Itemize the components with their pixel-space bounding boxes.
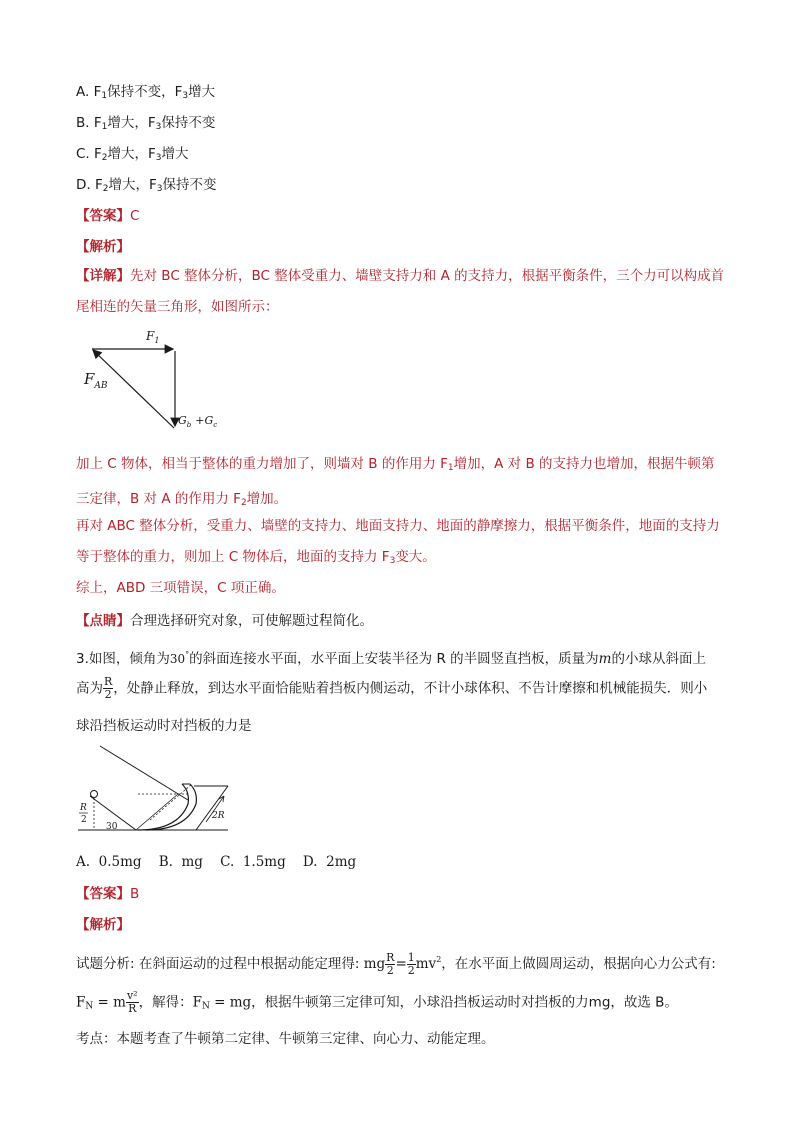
comment-tag: 【点睛】 [76,613,130,629]
label-2: 2 [81,815,87,825]
detail-tag: 【详解】 [76,268,130,284]
detail-paragraph: 【详解】先对 BC 整体分析，BC 整体受重力、墙壁支持力和 A 的支持力，根据平衡条件，三个力可以构成首尾相连的矢量三角形，如图所示： [76,268,725,315]
label-g: $G_b +G_c$ [178,414,218,429]
ball [91,791,98,798]
label-r: R [80,803,87,813]
option-c: C. $F_2$增大，$F_3$增大 [76,146,189,163]
comment-line: 【点睛】合理选择研究对象，可使解题过程简化。 [76,613,373,629]
q3-analysis-line1: 试题分析: 在斜面运动的过程中根据动能定理得: mg $\frac{R}{2}$ = $\frac{1}{2}$ $mv^2$，在水平面上做圆周运动，根据向心力公式有: [76,950,716,977]
label-f1: $F_1$ [146,329,160,345]
q3-analysis-heading: 【解析】 [76,917,130,933]
q3-analysis-line2: $F_N = m$ $\frac{\text{v²}}{R}$ ，解得：$F_N$ = mg，根据牛顿第三定律可知，小球沿挡板运动时对挡板的力mg，故选 B。 [76,989,678,1015]
label-2r: 2R [212,811,225,821]
q3-options: A. 0.5mg B. mg C. 1.5mg D. 2mg [76,854,357,870]
q3-kaodian: 考点：本题考查了牛顿第二定律、牛顿第三定律、向心力、动能定理。 [76,1031,495,1047]
q3-stem-line1: 3.如图，倾角为30°的斜面连接水平面，水平面上安装半径为 R 的半圆竖直挡板，质量为m的小球从斜面上 [76,650,706,667]
option-a: A. $F_1$保持不变，$F_3$增大 [76,84,216,101]
incline-semicircle-figure [78,744,248,836]
option-d: D. $F_2$增大，$F_3$保持不变 [76,177,217,194]
answer-line [76,206,139,226]
q3-stem-line3: 球沿挡板运动时对挡板的力是 [76,718,252,734]
label-angle: 30 [106,822,118,832]
answer-tag: 【答案】 [76,208,130,224]
q3-stem-line2: 高为 $\frac{R}{2}$ ，处静止释放，到达水平面恰能贴着挡板内侧运动，不计小球体积、不告计摩擦和机械能损失．则小 [76,675,708,701]
paragraph-1: 加上 C 物体，相当于整体的重力增加了，则墙对 B 的作用力 $F_1$增加，A 对 B 的支持力也增加，根据牛顿第三定律，B 对 A 的作用力 $F_2$增加。 [76,456,715,508]
paragraph-2: 再对 ABC 整体分析，受重力、墙壁的支持力、地面支持力、地面的静摩擦力，根据平衡条件，地面的支持力等于整体的重力，则加上 C 物体后，地面的支持力 $F_3$变大。 [76,518,720,566]
q3-answer-value: B [130,886,140,902]
fraction-r-over-2: $\frac{R}{2}$ [104,675,113,701]
label-fab: $F_{AB}$ [84,370,108,391]
paragraph-3: 综上，ABD 三项错误，C 项正确。 [76,580,285,596]
answer-value: C [130,208,140,224]
analysis-heading: 【解析】 [76,239,130,255]
option-b: B. $F_1$增大，$F_3$保持不变 [76,115,216,132]
force-triangle-figure [80,326,240,436]
q3-answer-line: 【答案】B [76,886,140,902]
